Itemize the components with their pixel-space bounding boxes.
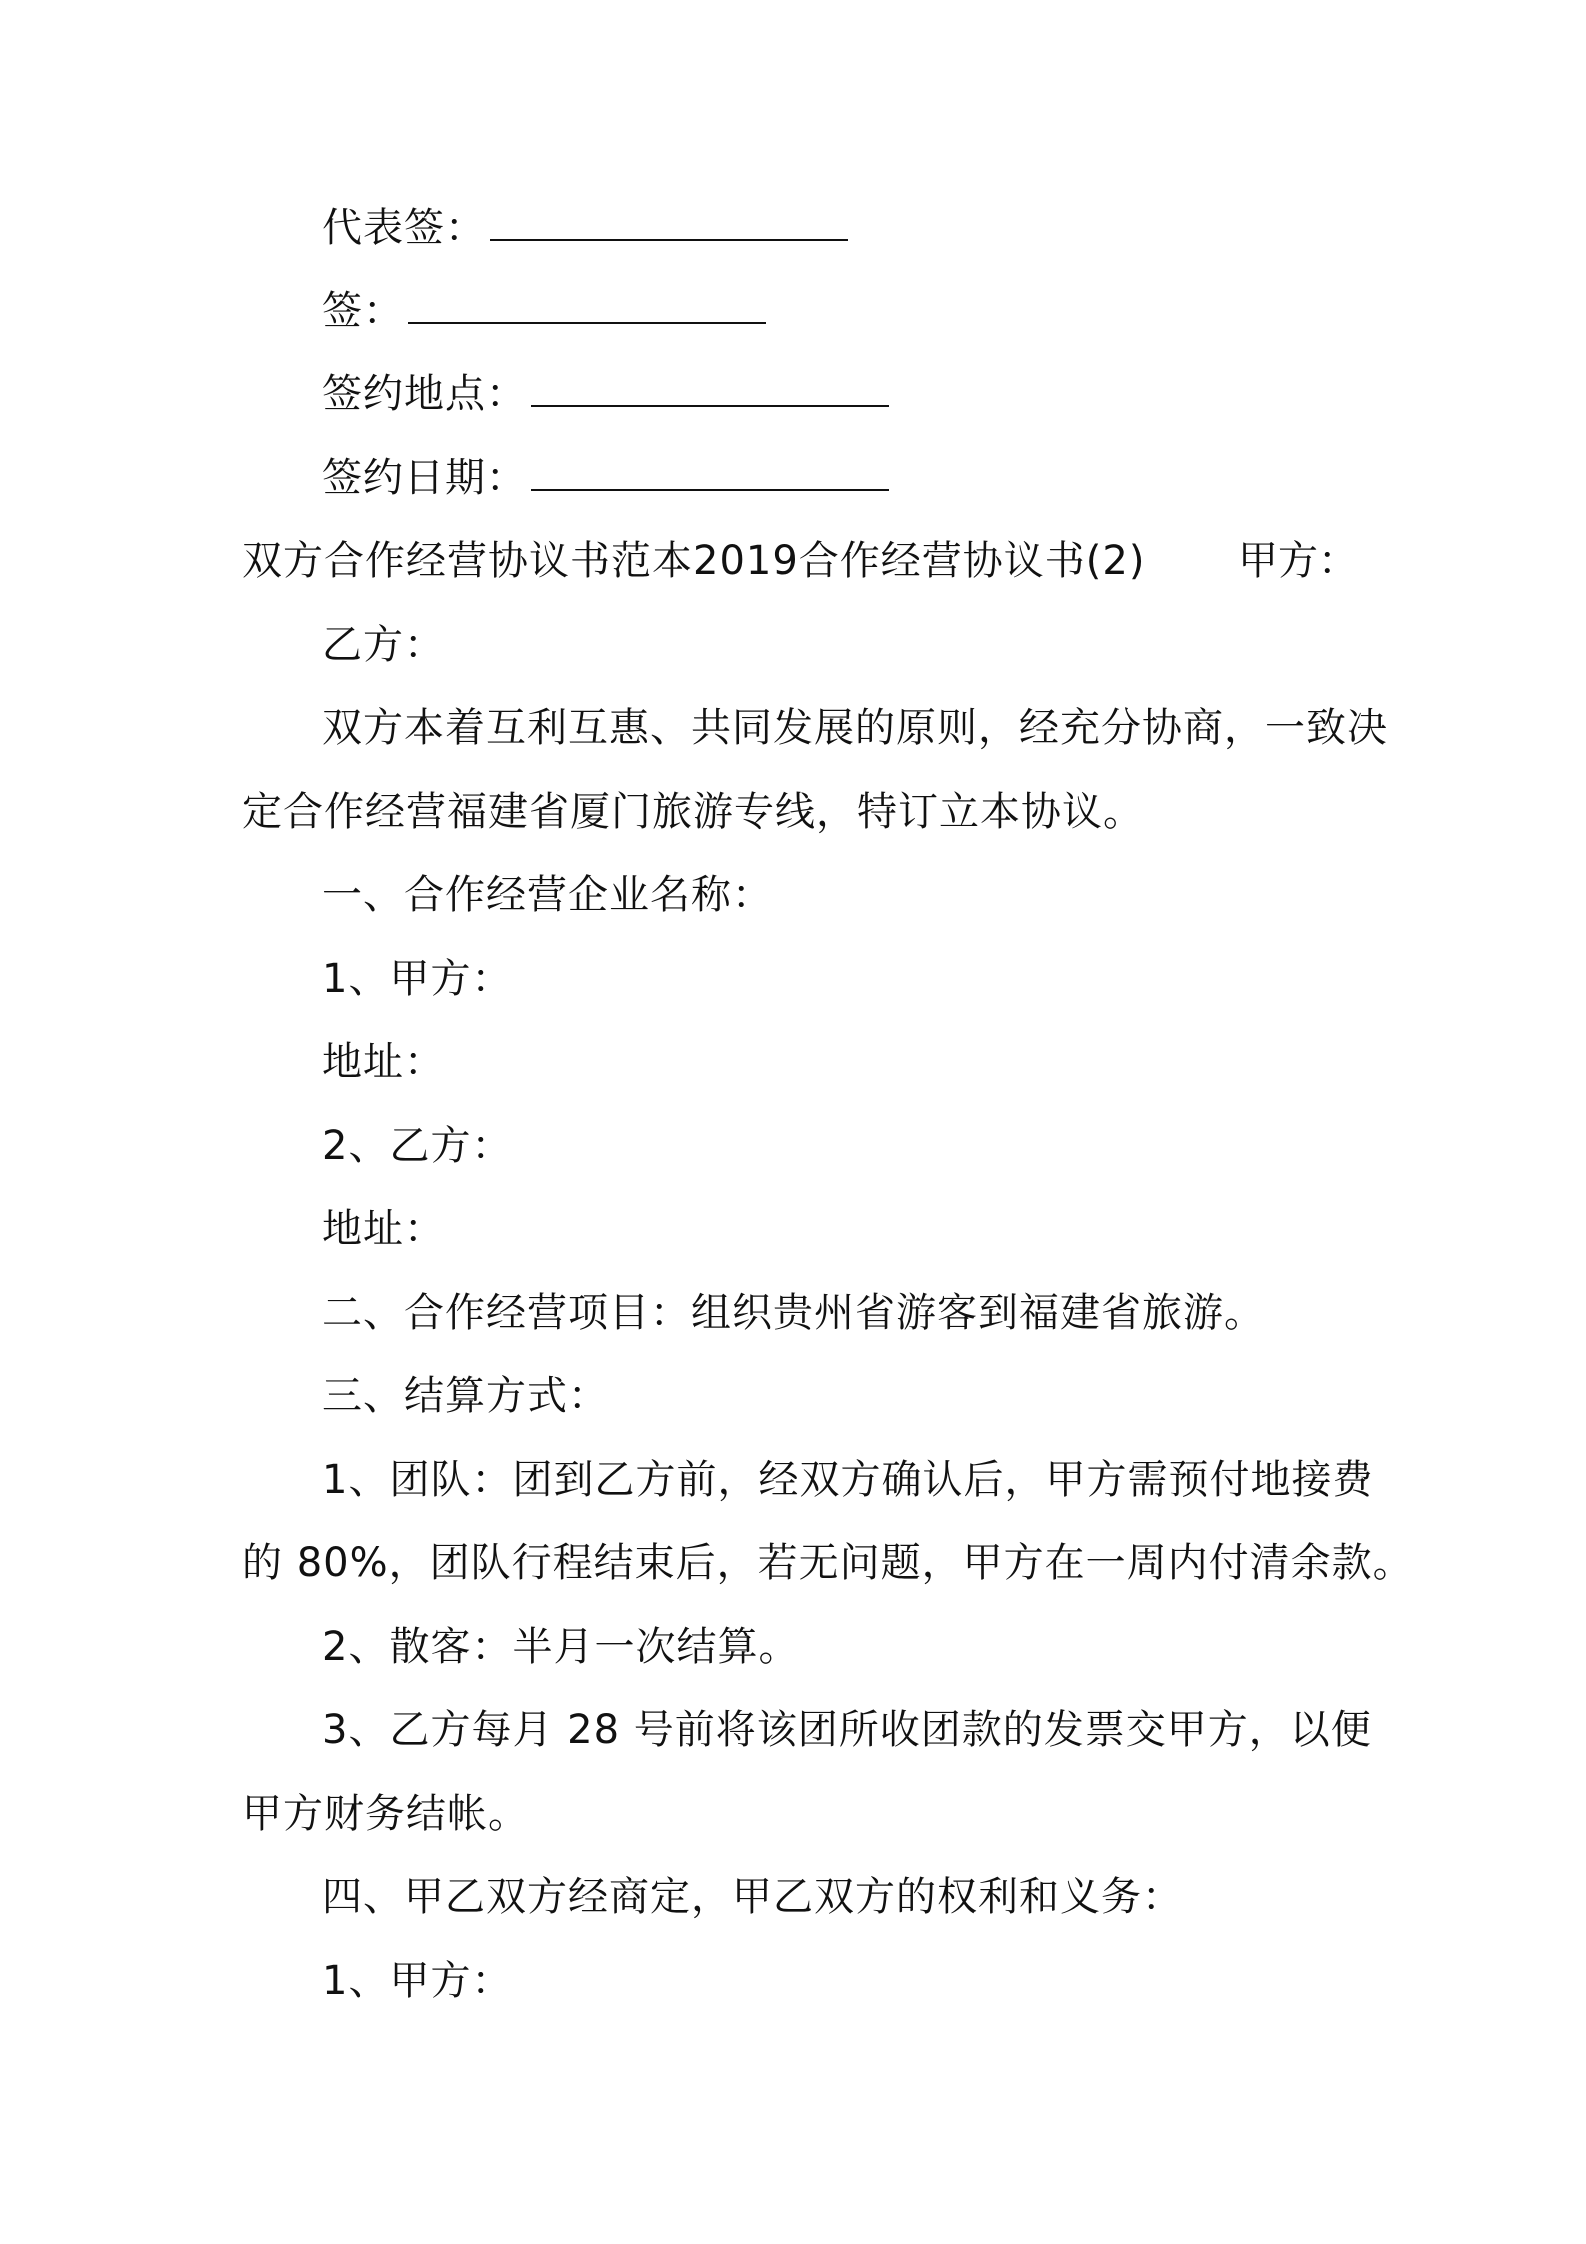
section-3-title: 三、结算方式： bbox=[322, 1373, 609, 1419]
intro-line-1: 双方本着互利互惠、共同发展的原则，经充分协商，一致决 bbox=[322, 705, 1388, 751]
signing-date-line bbox=[322, 452, 889, 504]
section-2-title: 二、合作经营项目：组织贵州省游客到福建省旅游。 bbox=[322, 1290, 1265, 1336]
section-4-title: 四、甲乙双方经商定，甲乙双方的权利和义务： bbox=[322, 1874, 1183, 1920]
section-3-item-3-line-2: 甲方财务结帐。 bbox=[242, 1791, 529, 1837]
party-a-heading-label: 甲方： bbox=[1238, 538, 1358, 584]
signature-label: 签： bbox=[322, 288, 404, 334]
rep-signature-blank[interactable] bbox=[490, 205, 848, 241]
intro-line-2: 定合作经营福建省厦门旅游专线，特订立本协议。 bbox=[242, 789, 1144, 835]
rep-signature-line bbox=[322, 202, 848, 254]
signing-date-blank[interactable] bbox=[531, 455, 889, 491]
section-3-item-2: 2、散客：半月一次结算。 bbox=[322, 1624, 800, 1670]
signing-place-line bbox=[322, 368, 889, 420]
section-1-party-b: 2、乙方： bbox=[322, 1123, 513, 1169]
party-b-heading-label: 乙方： bbox=[322, 622, 445, 668]
section-4-party-a: 1、甲方： bbox=[322, 1958, 513, 2004]
document-title: 双方合作经营协议书范本2019合作经营协议书(2) bbox=[242, 538, 1146, 584]
signature-blank[interactable] bbox=[408, 288, 766, 324]
section-1-address-b: 地址： bbox=[322, 1206, 445, 1252]
signature-line bbox=[322, 285, 766, 337]
signing-place-blank[interactable] bbox=[531, 371, 889, 407]
signing-place-label: 签约地点： bbox=[322, 371, 527, 417]
section-1-party-a: 1、甲方： bbox=[322, 956, 513, 1002]
rep-signature-label: 代表签： bbox=[322, 205, 486, 251]
section-3-item-3-line-1: 3、乙方每月 28 号前将该团所收团款的发票交甲方，以便 bbox=[322, 1707, 1372, 1753]
section-1-title: 一、合作经营企业名称： bbox=[322, 872, 773, 918]
section-3-item-1-line-2: 的 80%，团队行程结束后，若无问题，甲方在一周内付清余款。 bbox=[242, 1540, 1414, 1586]
section-3-item-1-line-1: 1、团队：团到乙方前，经双方确认后，甲方需预付地接费 bbox=[322, 1457, 1374, 1503]
section-1-address-a: 地址： bbox=[322, 1039, 445, 1085]
signing-date-label: 签约日期： bbox=[322, 455, 527, 501]
